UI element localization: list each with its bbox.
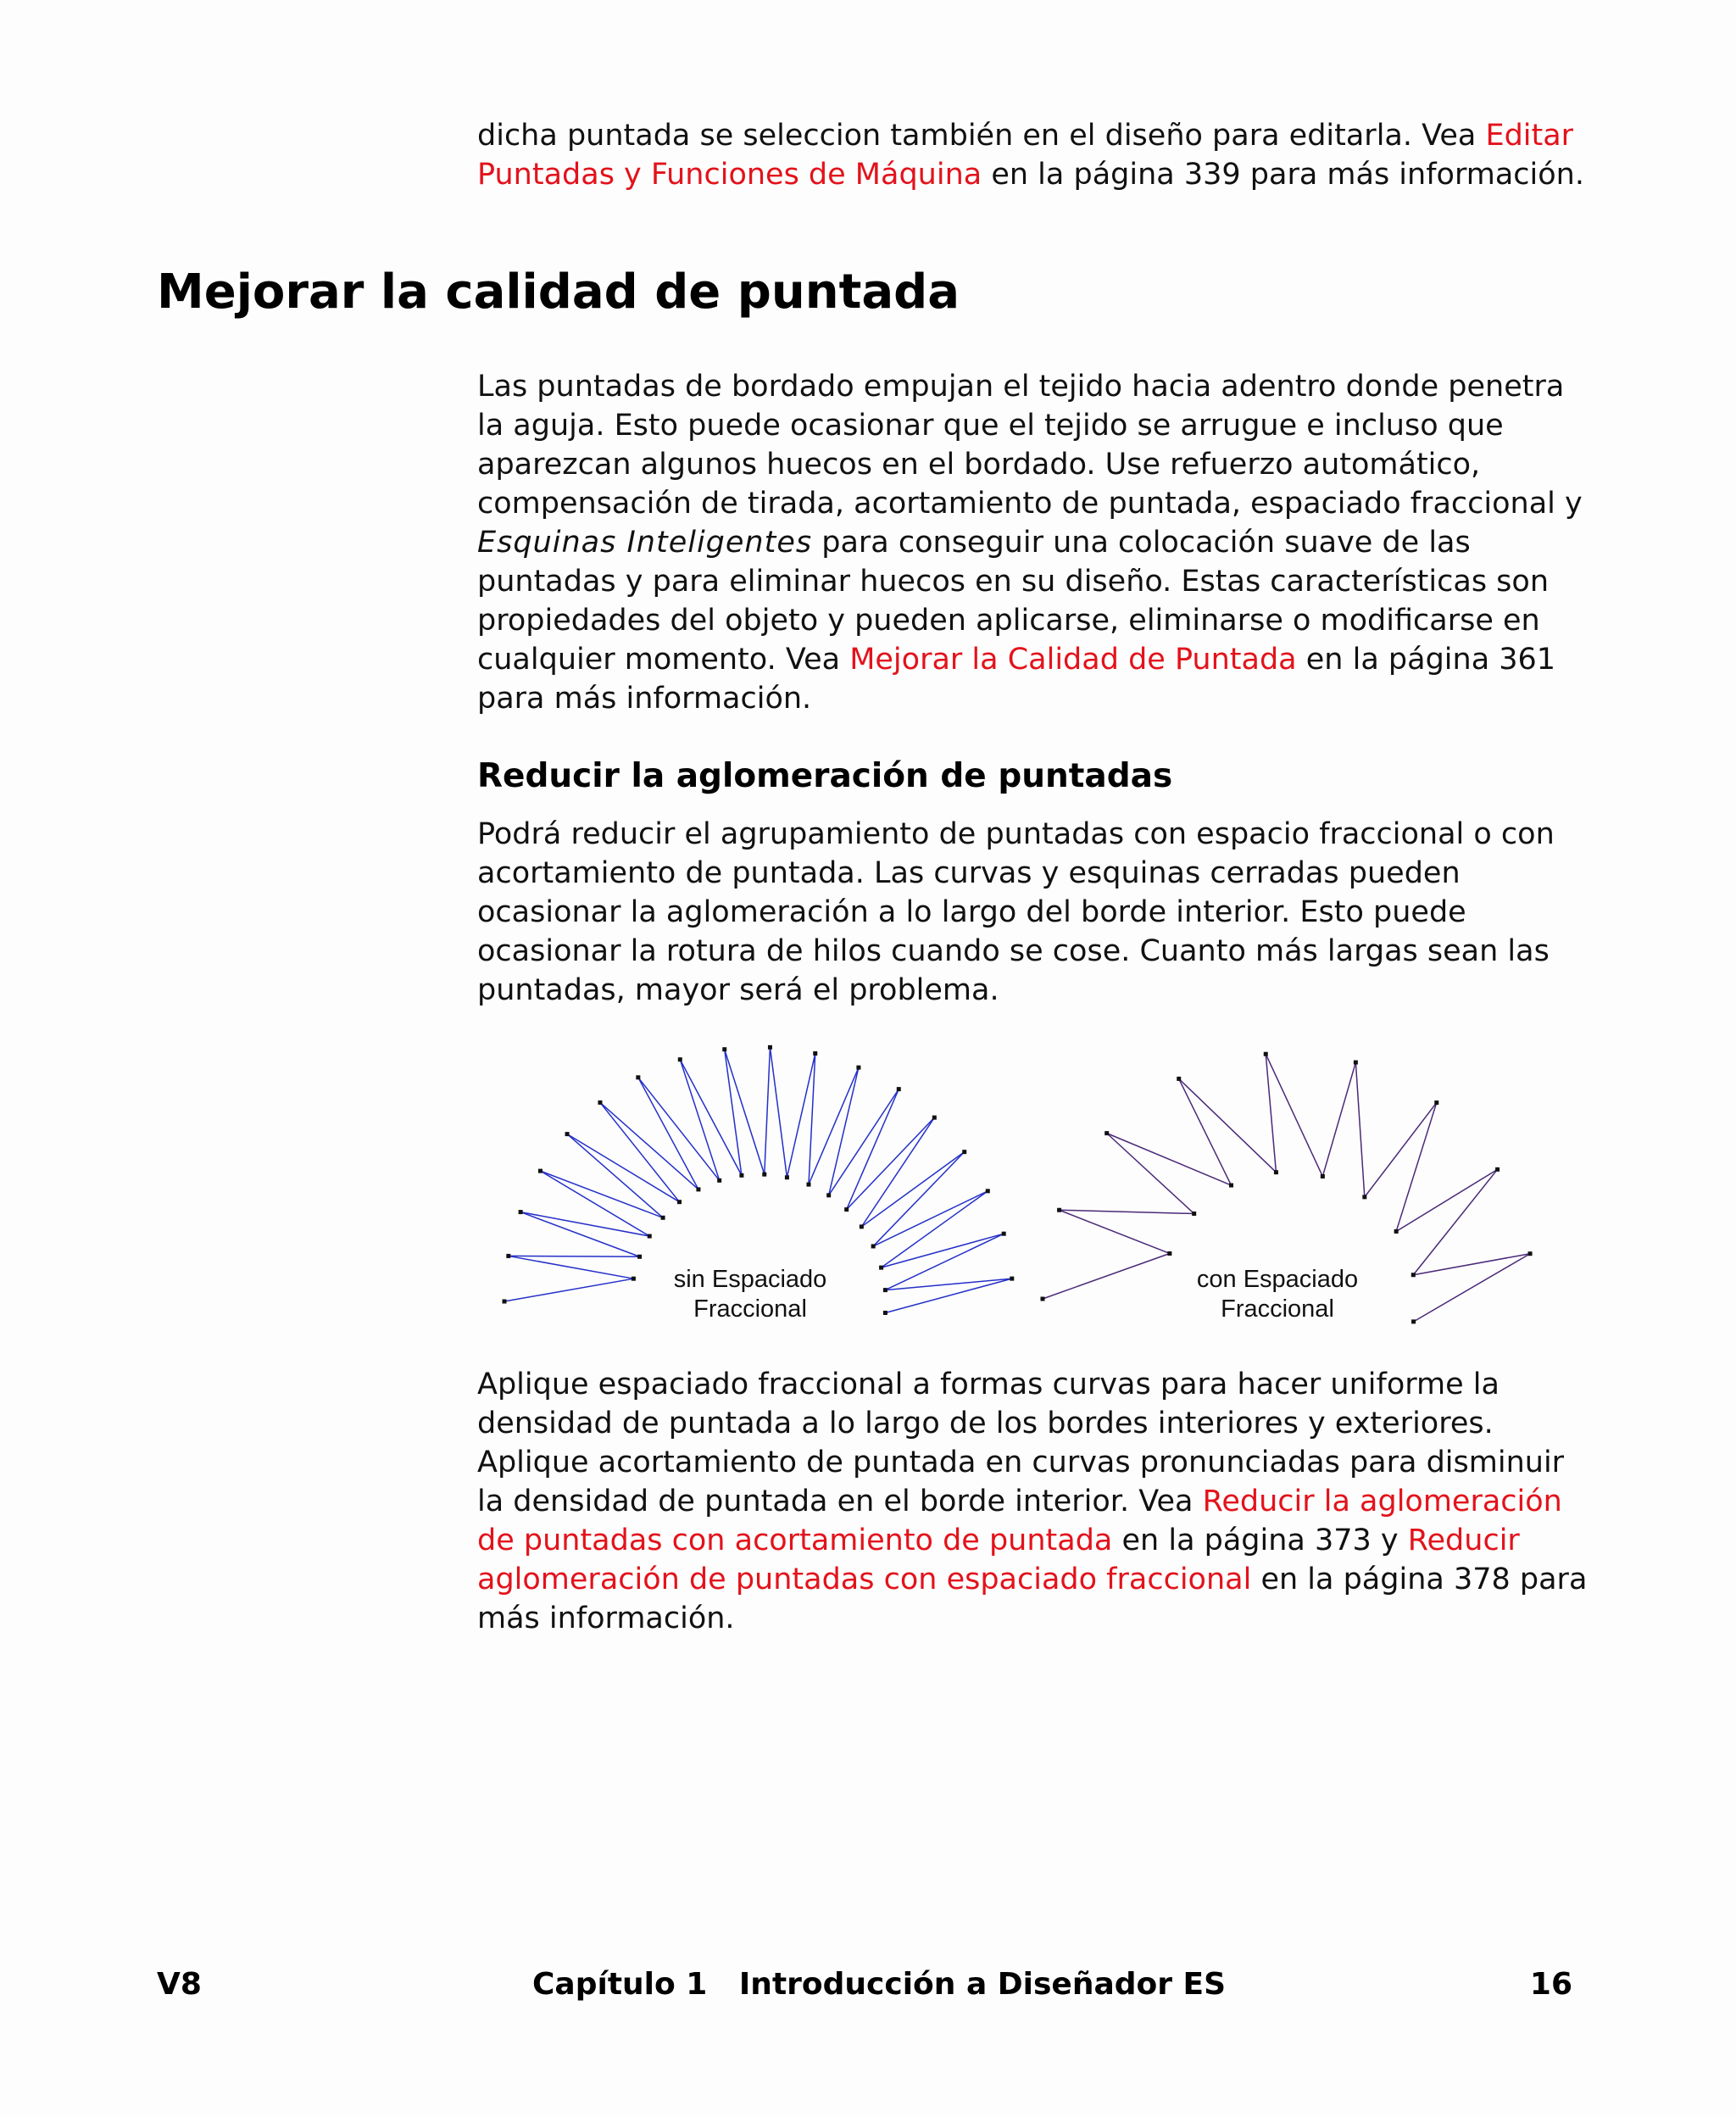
needle-point bbox=[1177, 1077, 1181, 1081]
needle-point bbox=[1264, 1052, 1268, 1056]
needle-point bbox=[1495, 1167, 1500, 1172]
stitch-line bbox=[861, 1117, 934, 1227]
right-caption-line2: Fraccional bbox=[1221, 1295, 1334, 1323]
stitch-line bbox=[725, 1050, 742, 1176]
link-editar-puntadas[interactable]: Editar Puntadas y Funciones de Máquina bbox=[477, 119, 1574, 192]
section-text-c: en la página 361 para más información. bbox=[477, 643, 1556, 716]
stitch-line bbox=[1179, 1078, 1277, 1172]
needle-point bbox=[844, 1207, 849, 1212]
stitch-line bbox=[829, 1089, 899, 1195]
link-reducir-acortamiento[interactable]: Reducir la aglomeración de puntadas con acortamiento de puntada bbox=[477, 1485, 1562, 1557]
needle-point bbox=[661, 1216, 665, 1220]
needle-point bbox=[883, 1288, 887, 1292]
needle-point bbox=[856, 1066, 860, 1070]
stitch-line bbox=[873, 1152, 965, 1246]
subsection-paragraph-1: Podrá reducir el agrupamiento de puntadas con espacio fraccional o con acortamiento de puntada. Las curvas y esquinas cerradas pueden ocasionar la aglomeración a lo largo del borde interior. Esto puede ocasionar la rotura de hilos cuando se cose. Cuanto más largas sean las puntadas, mayor será el problema. bbox=[477, 817, 1555, 1007]
stitch-line bbox=[1107, 1134, 1194, 1214]
stitch-line bbox=[567, 1134, 663, 1218]
needle-point bbox=[1394, 1229, 1399, 1234]
needle-point bbox=[1434, 1100, 1438, 1105]
stitch-line bbox=[882, 1191, 988, 1267]
intro-paragraph bbox=[477, 116, 1596, 194]
needle-point bbox=[1057, 1208, 1061, 1212]
sub-text-a: Aplique espaciado fraccional a formas curvas para hacer uniforme la densidad de puntada a lo largo de los bordes interiores y exteriores. Aplique acortamiento de puntada en curvas pronunciadas para disminuir la densidad de puntada en el borde interior. Vea bbox=[477, 1368, 1565, 1518]
stitch-line bbox=[770, 1047, 787, 1177]
needle-point bbox=[860, 1224, 864, 1228]
stitch-line bbox=[1322, 1062, 1355, 1176]
needle-point bbox=[1528, 1251, 1533, 1256]
needle-point bbox=[722, 1047, 726, 1051]
left-caption-line1: sin Espaciado bbox=[673, 1266, 827, 1293]
needle-point bbox=[768, 1045, 772, 1050]
needle-point bbox=[785, 1175, 789, 1179]
section-italic-term: Esquinas Inteligentes bbox=[477, 526, 813, 560]
needle-point bbox=[565, 1132, 570, 1136]
needle-point bbox=[519, 1210, 523, 1214]
needle-point bbox=[1321, 1174, 1325, 1178]
needle-point bbox=[1041, 1297, 1045, 1301]
stitch-line bbox=[1355, 1062, 1364, 1197]
needle-point bbox=[897, 1087, 901, 1091]
stitch-line bbox=[787, 1054, 815, 1178]
left-caption-line2: Fraccional bbox=[693, 1295, 807, 1323]
stitch-line bbox=[1060, 1210, 1194, 1213]
needle-point bbox=[826, 1193, 831, 1197]
needle-point bbox=[871, 1244, 876, 1248]
section-paragraph bbox=[477, 367, 1596, 718]
right-caption-line1: con Espaciado bbox=[1196, 1266, 1359, 1293]
needle-point bbox=[1274, 1170, 1278, 1174]
page-footer bbox=[0, 1967, 1736, 2009]
stitch-line bbox=[1365, 1103, 1437, 1197]
stitch-line bbox=[809, 1054, 815, 1185]
section-text-b: para conseguir una colocación suave de las puntadas y para eliminar huecos en su diseño. Estas características son propiedades del objeto y pueden aplicarse, eliminarse o modificarse en cualquier momento. Vea bbox=[477, 526, 1550, 677]
stitch-line bbox=[1396, 1103, 1437, 1232]
needle-point bbox=[1362, 1195, 1366, 1199]
needle-point bbox=[717, 1178, 721, 1183]
stitch-line bbox=[520, 1212, 639, 1257]
stitch-line bbox=[1179, 1078, 1232, 1185]
needle-point bbox=[1229, 1184, 1233, 1188]
sub-text-b: en la página 373 y bbox=[1112, 1524, 1408, 1557]
needle-point bbox=[739, 1173, 743, 1178]
stitch-line bbox=[509, 1256, 634, 1279]
stitch-line bbox=[600, 1102, 680, 1201]
needle-point bbox=[1167, 1251, 1171, 1256]
needle-point bbox=[962, 1150, 966, 1154]
stitch-line bbox=[567, 1134, 679, 1202]
needle-point bbox=[1411, 1319, 1416, 1323]
footer-version: V8 bbox=[157, 1967, 202, 2002]
stitch-line bbox=[861, 1152, 964, 1227]
needle-point bbox=[503, 1300, 507, 1304]
link-reducir-espaciado[interactable]: Reducir aglomeración de puntadas con espaciado fraccional bbox=[477, 1524, 1520, 1596]
needle-point bbox=[598, 1100, 602, 1105]
footer-page-number: 16 bbox=[1529, 1967, 1572, 2002]
stitch-line bbox=[1107, 1134, 1232, 1185]
needle-point bbox=[1104, 1131, 1109, 1135]
stitch-line bbox=[809, 1067, 859, 1184]
sub-text-c: en la página 378 para más información. bbox=[477, 1563, 1588, 1635]
needle-point bbox=[1354, 1061, 1358, 1065]
section-text-a: Las puntadas de bordado empujan el tejido hacia adentro donde penetra la aguja. Esto puede ocasionar que el tejido se arrugue e incluso que aparezcan algunos huecos en el bordado. Use refuerzo automático, compensación de tirada, acortamiento de puntada, espaciado fraccional y bbox=[477, 370, 1583, 521]
needle-point bbox=[1411, 1273, 1416, 1277]
needle-point bbox=[636, 1075, 640, 1079]
needle-point bbox=[637, 1255, 642, 1259]
stitch-line bbox=[1396, 1169, 1497, 1231]
needle-point bbox=[1192, 1212, 1196, 1216]
needle-point bbox=[632, 1277, 636, 1281]
needle-point bbox=[932, 1116, 937, 1120]
stitch-line bbox=[1060, 1210, 1170, 1253]
needle-point bbox=[648, 1234, 652, 1239]
stitch-figure bbox=[487, 1039, 1555, 1327]
stitch-line bbox=[504, 1279, 633, 1301]
needle-point bbox=[883, 1311, 887, 1315]
section-title: Mejorar la calidad de puntada bbox=[157, 265, 960, 320]
stitch-line bbox=[847, 1089, 899, 1210]
subsection-paragraph-2 bbox=[477, 1365, 1596, 1638]
stitch-line bbox=[829, 1067, 859, 1195]
link-mejorar-calidad[interactable]: Mejorar la Calidad de Puntada bbox=[849, 643, 1297, 677]
needle-point bbox=[696, 1187, 700, 1191]
subsection-title: Reducir la aglomeración de puntadas bbox=[477, 757, 1173, 795]
stitch-line bbox=[638, 1078, 698, 1189]
needle-point bbox=[1002, 1232, 1006, 1236]
footer-chapter: Capítulo 1 Introducción a Diseñador ES bbox=[532, 1967, 1227, 2002]
needle-point bbox=[1010, 1277, 1014, 1281]
stitch-line bbox=[873, 1191, 988, 1246]
stitch-line bbox=[680, 1060, 719, 1181]
stitch-line bbox=[680, 1060, 742, 1176]
stitch-line bbox=[765, 1047, 771, 1174]
needle-point bbox=[538, 1169, 542, 1173]
stitch-line bbox=[1413, 1169, 1497, 1274]
stitch-line bbox=[1043, 1253, 1170, 1299]
needle-point bbox=[813, 1051, 817, 1056]
needle-point bbox=[879, 1266, 883, 1270]
needle-point bbox=[986, 1189, 990, 1193]
stitch-diagram bbox=[487, 1039, 1555, 1327]
stitch-line bbox=[540, 1171, 663, 1217]
needle-point bbox=[762, 1173, 766, 1177]
intro-text-1: dicha puntada se seleccion también en el diseño para editarla. Vea bbox=[477, 119, 1486, 153]
needle-point bbox=[678, 1057, 682, 1061]
needle-point bbox=[806, 1183, 810, 1187]
needle-point bbox=[506, 1254, 510, 1258]
needle-point bbox=[677, 1200, 682, 1204]
intro-text-2: en la página 339 para más información. bbox=[982, 158, 1584, 192]
